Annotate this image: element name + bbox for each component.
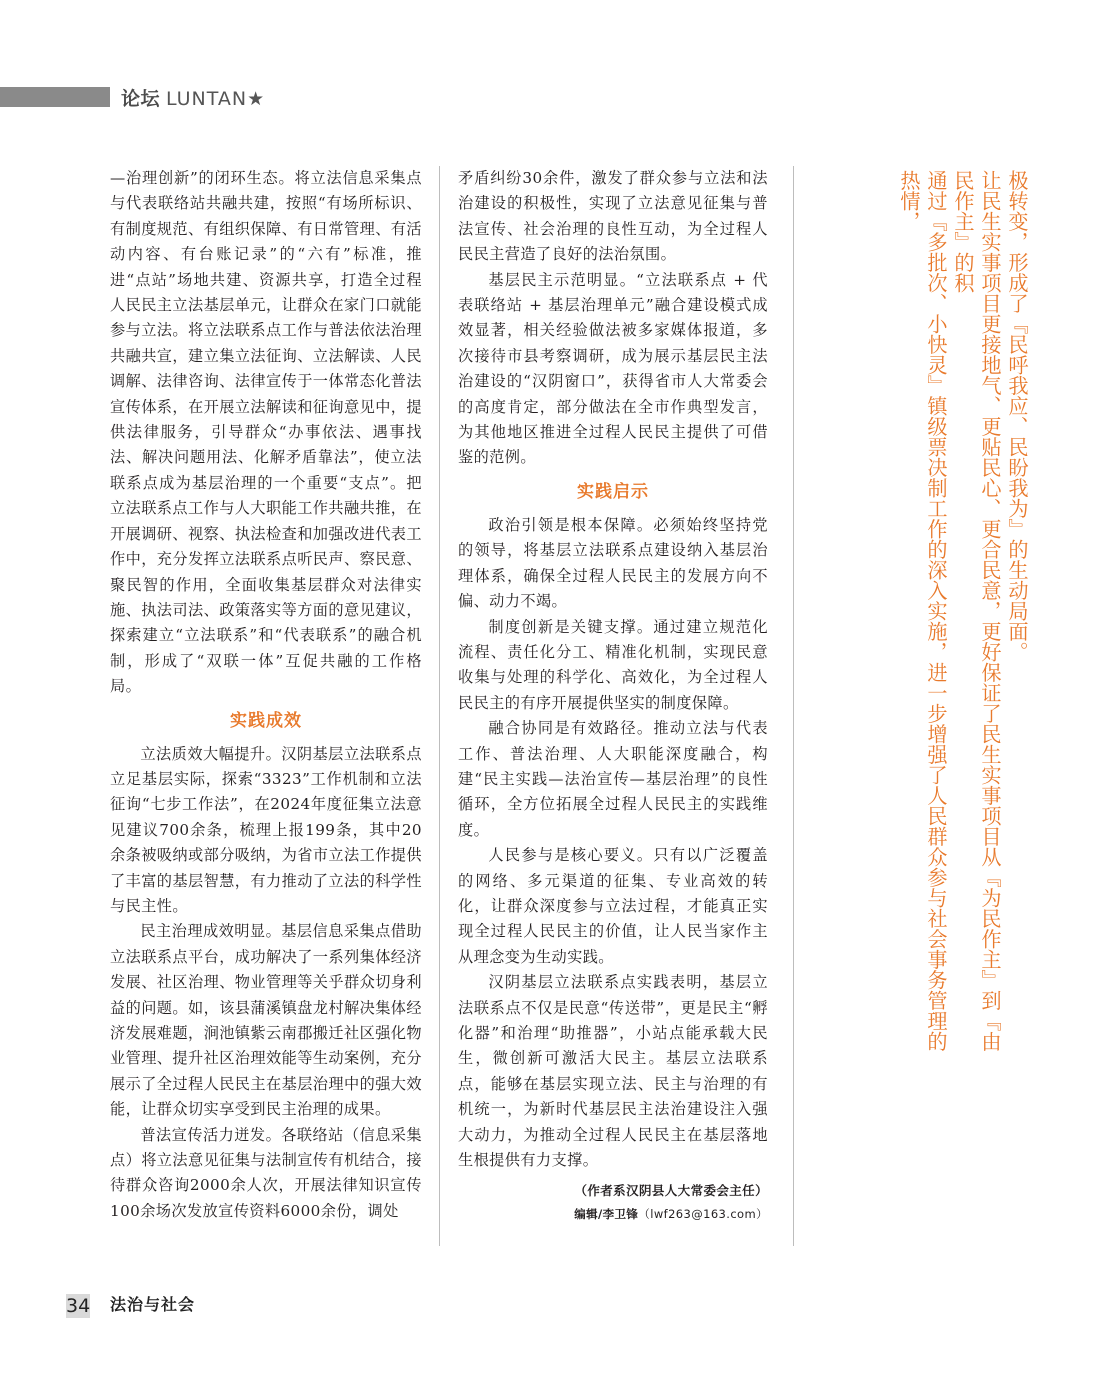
paragraph: 立法质效大幅提升。汉阴基层立法联系点立足基层实际，探索“3323”工作机制和立法征询“七步工作法”，在2024年度征集立法意见建议700余条，梳理上报199条，其中20余条被吸纳或部分吸纳，为省市立法工作提供了丰富的基层智慧，有力推动了立法的科学性与民主性。 [110,744,422,915]
paragraph: 融合协同是有效路径。推动立法与代表工作、普法治理、人大职能深度融合，构建“民主实践—法治宣传—基层治理”的良性循环，全方位拓展全过程人民民主的实践维度。 [458,719,768,839]
paragraph: 基层民主示范明显。“立法联系点 + 代表联络站 + 基层治理单元”融合建设模式成效显著，相关经验做法被多家媒体报道，多次接待市县考察调研，成为展示基层民主法治建设的“汉阴窗口”，获得省市人大常委会的高度肯定，部分做法在全市作典型发言，为其他地区推进全过程人民民主提供了可借鉴的范例。 [458,270,768,467]
pull-quote-text: 极转变，形成了『民呼我应、民盼我为』的生动局面。 让民生实事项目更接地气、更贴民心、更合民意，更好保证了民生实事项目从『为民作主』到『由民作主』的积 通过『多批次、小快灵』镇级票决制工作的深入实施，进一步增强了人民群众参与社会事务管理的热情， [897,170,1029,1052]
paragraph: —治理创新”的闭环生态。将立法信息采集点与代表联络站共融共建，按照“有场所标识、有制度规范、有组织保障、有日常管理、有活动内容、有台账记录”的“六有”标准，推进“点站”场地共建、资源共享，打造全过程人民民主立法基层单元，让群众在家门口就能参与立法。将立法联系点工作与普法依法治理共融共宣，建立集立法征询、立法解读、人民调解、法律咨询、法律宣传于一体常态化普法宣传体系，在开展立法解读和征询意见中，提供法律服务，引导群众“办事依法、遇事找法、解决问题用法、化解矛盾靠法”，使立法联系点成为基层治理的一个重要“支点”。把立法联系点工作与人大职能工作共融共推，在开展调研、视察、执法检查和加强改进代表工作中，充分发挥立法联系点听民声、察民意、聚民智的作用，全面收集基层群众对法律实施、执法司法、政策落实等方面的意见建议，探索建立“立法联系”和“代表联系”的融合机制，形成了“双联一体”互促共融的工作格局。 [110,169,422,696]
editor-note [458,1203,768,1225]
paragraph: 普法宣传活力迸发。各联络站（信息采集点）将立法意见征集与法制宣传有机结合，接待群众咨询2000余人次，开展法律知识宣传100余场次发放宣传资料6000余份，调处 [110,1125,422,1220]
publication-name: 法治与社会 [110,1295,196,1314]
paragraph: 汉阴基层立法联系点实践表明，基层立法联系点不仅是民意“传送带”，更是民主“孵化器”和治理“助推器”，小站点能承载大民生，微创新可激活大民主。基层立法联系点，能够在基层实现立法、民主与治理的有机统一，为新时代基层民主法治建设注入强大动力，为推动全过程人民民主在基层落地生根提供有力支撑。 [458,973,768,1170]
header-bar [0,87,110,107]
editor-email: （lwf263@163.com） [638,1207,768,1222]
article-column-1 [110,166,422,1224]
column-divider [793,166,794,1246]
section-title [121,84,265,112]
section-title-en: LUNTAN★ [166,88,266,110]
page-number: 34 [66,1295,91,1317]
paragraph: 政治引领是根本保障。必须始终坚持党的领导，将基层立法联系点建设纳入基层治理体系，确保全过程人民民主的发展方向不偏、动力不竭。 [458,515,768,611]
paragraph: 矛盾纠纷30余件，激发了群众参与立法和法治建设的积极性，实现了立法意见征集与普法宣传、社会治理的良性互动，为全过程人民民主营造了良好的法治氛围。 [458,169,768,264]
column-divider [439,166,440,1246]
paragraph: 民主治理成效明显。基层信息采集点借助立法联系点平台，成功解决了一系列集体经济发展、社区治理、物业管理等关乎群众切身利益的问题。如，该县蒲溪镇盘龙村解决集体经济发展难题，涧池镇紫云南郡搬迁社区强化物业管理、提升社区治理效能等生动案例，充分展示了全过程人民民主在基层治理中的强大效能，让群众切实享受到民主治理的成果。 [110,922,422,1119]
editor-name: 编辑/李卫锋 [574,1207,639,1222]
author-note: （作者系汉阴县人大常委会主任） [574,1183,768,1199]
article-column-2 [458,166,768,1225]
pull-quote [820,170,1030,1070]
section-title-zh: 论坛 [121,88,161,110]
sub-heading-practice-insights: 实践启示 [577,481,649,502]
paragraph: 人民参与是核心要义。只有以广泛覆盖的网络、多元渠道的征集、专业高效的转化，让群众深度参与立法过程，才能真正实现全过程人民民主的价值，让人民当家作主从理念变为生动实践。 [458,846,768,966]
paragraph: 制度创新是关键支撑。通过建立规范化流程、责任化分工、精准化机制，实现民意收集与处理的科学化、高效化，为全过程人民民主的有序开展提供坚实的制度保障。 [458,617,768,712]
sub-heading-practice-results: 实践成效 [230,710,302,731]
